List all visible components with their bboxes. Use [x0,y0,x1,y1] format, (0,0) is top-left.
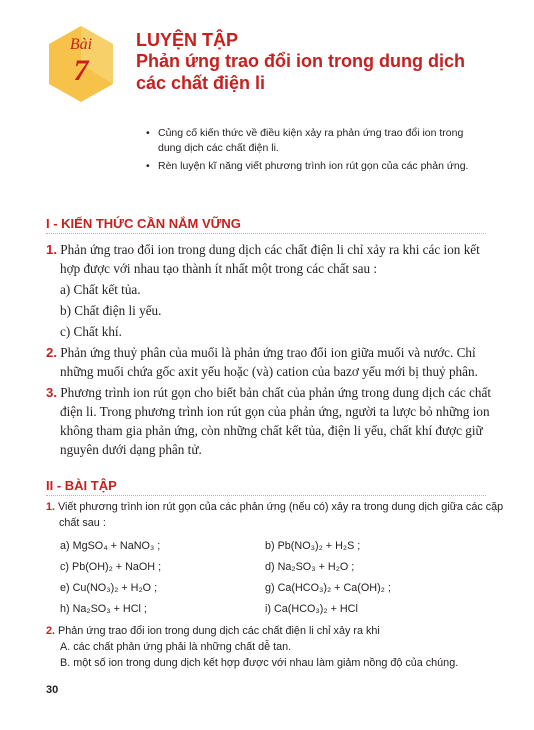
point-number: 3. [46,385,57,400]
option-c: c) Chất khí. [60,324,122,339]
reaction-item-e: e) Cu(NO₃)₂ + H₂O ; [60,581,158,594]
lesson-badge [46,24,116,104]
title-line-2: Phản ứng trao đổi ion trong dung dịch [136,51,465,71]
badge-number: 7 [73,54,89,87]
point-text: Phản ứng trao đổi ion trong dung dịch các chất điện li chỉ xảy ra khi các ion kết hợp được với nhau tạo thành ít nhất một trong các chất sau : [60,242,480,276]
reaction-item-b: b) Pb(NO₃)₂ + H₂S ; [265,539,361,552]
goal-text: Rèn luyện kĩ năng viết phương trình ion rút gọn của các phản ứng. [158,160,469,172]
reaction-grid [60,535,506,619]
answer-option-b: B. một số ion trong dung dịch kết hợp được với nhau làm giảm nồng độ của chúng. [60,657,459,669]
exercise-text: Phản ứng trao đổi ion trong dung dịch các chất điện li chỉ xảy ra khi [58,625,380,637]
goal-item [146,126,486,156]
exercise-1 [46,499,506,531]
section-divider [46,233,486,234]
section-1-body [46,240,496,459]
option-a: a) Chất kết tủa. [60,282,141,297]
section-2-body [46,499,506,671]
answer-option-a: A. các chất phản ứng phải là những chất dễ tan. [60,641,292,653]
lesson-title [136,30,465,94]
reaction-item-h: h) Na₂SO₃ + HCl ; [60,602,147,615]
page-number: 30 [46,684,59,696]
reaction-item-a: a) MgSO₄ + NaNO₃ ; [60,539,161,552]
exercise-number: 2. [46,625,56,637]
option-b: b) Chất điện li yếu. [60,303,162,318]
point-text: Phản ứng thuỷ phân của muối là phản ứng trao đổi ion giữa muối và nước. Chỉ những muối chứa gốc axit yếu hoặc (và) cation của bazơ yếu mới bị thuỷ phân. [60,345,478,379]
reaction-item-g: g) Ca(HCO₃)₂ + Ca(OH)₂ ; [265,581,391,594]
point-number: 1. [46,242,57,257]
goal-item [146,159,486,174]
knowledge-point-3 [46,383,496,459]
badge-label: Bài [69,36,93,53]
goal-text: Củng cố kiến thức về điều kiện xảy ra phản ứng trao đổi ion trong dung dịch các chất điện li. [158,127,464,154]
bullet-icon: • [146,127,150,139]
lesson-goals [146,126,486,177]
section-divider [46,495,486,496]
point-number: 2. [46,345,57,360]
reaction-item-c: c) Pb(OH)₂ + NaOH ; [60,560,162,573]
section-1-heading: I - KIẾN THỨC CẦN NẮM VỮNG [46,216,241,231]
exercise-text: Viết phương trình ion rút gọn của các phản ứng (nếu có) xảy ra trong dung dịch giữa các cặp chất sau : [58,501,504,529]
reaction-item-d: d) Na₂SO₃ + H₂O ; [265,560,355,573]
exercise-number: 1. [46,501,56,513]
exercise-2 [46,623,506,639]
reaction-item-i: i) Ca(HCO₃)₂ + HCl [265,602,358,615]
point-text: Phương trình ion rút gọn cho biết bản chất của phản ứng trong dung dịch các chất điện li. Trong phương trình ion rút gọn của phản ứng, người ta lược bỏ những ion không tham gia phản ứng, còn những chất kết tủa, điện li yếu, chất khí được giữ nguyên dưới dạng phân tử. [60,385,492,457]
knowledge-point-2 [46,343,496,381]
section-2-heading: II - BÀI TẬP [46,478,117,493]
knowledge-point-1 [46,240,496,278]
title-line-3: các chất điện li [136,73,266,93]
bullet-icon: • [146,160,150,172]
title-line-1: LUYỆN TẬP [136,30,239,50]
